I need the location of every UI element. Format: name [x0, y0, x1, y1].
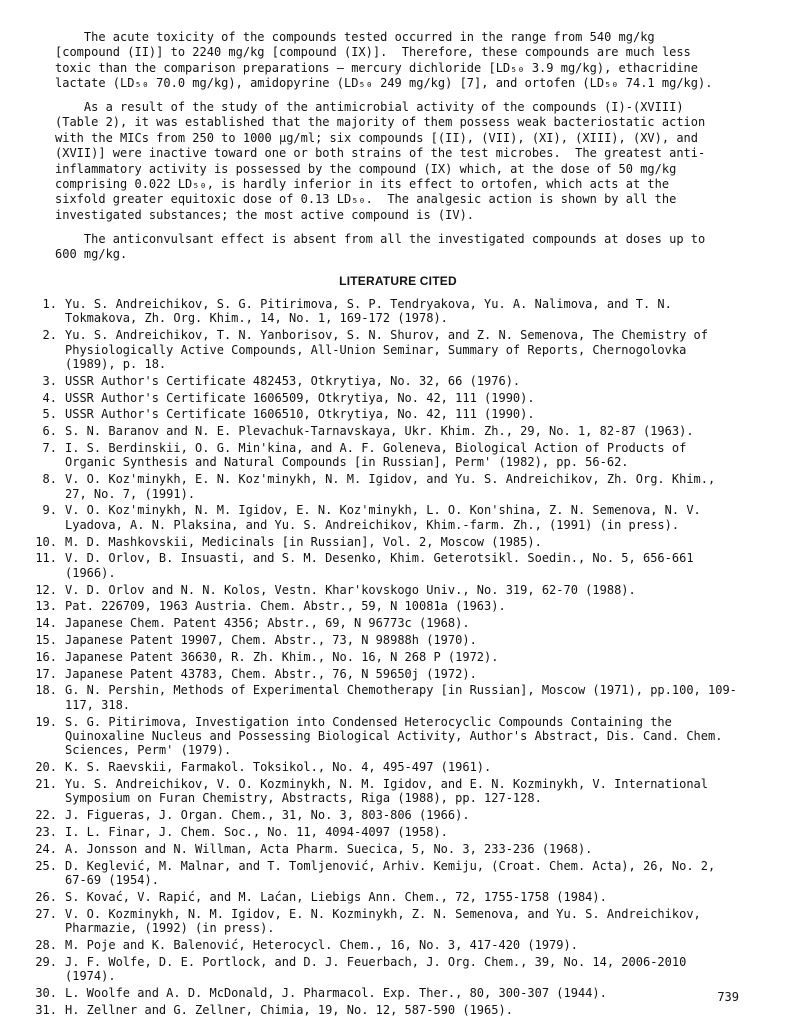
- reference-number: 26.: [35, 889, 57, 904]
- reference-number: 15.: [35, 633, 57, 647]
- reference-item: [27, 715, 737, 758]
- reference-number: 22.: [35, 808, 57, 823]
- reference-text: V. D. Orlov and N. N. Kolos, Vestn. Khar'kovskogo Univ., No. 319, 62-70 (1988).: [65, 582, 636, 597]
- reference-number: 11.: [35, 551, 57, 566]
- reference-item: [27, 424, 737, 438]
- page-number: 739: [717, 990, 739, 1004]
- reference-number: 29.: [35, 954, 57, 969]
- reference-item: [27, 760, 737, 774]
- reference-item: [27, 955, 737, 984]
- reference-number: 3.: [42, 373, 57, 388]
- reference-text: Japanese Patent 43783, Chem. Abstr., 76, N 59650j (1972).: [65, 666, 477, 681]
- reference-number: 28.: [35, 937, 57, 952]
- reference-text: S. Kovać, V. Rapić, and M. Laćan, Liebigs Ann. Chem., 72, 1755-1758 (1984).: [65, 889, 607, 904]
- reference-item: [27, 825, 737, 839]
- reference-item: [27, 535, 737, 549]
- reference-item: [27, 1003, 737, 1017]
- paragraph-anticonvulsant: The anticonvulsant effect is absent from all the investigated compounds at doses up to 600 mg/kg.: [55, 232, 713, 262]
- reference-text: Japanese Patent 19907, Chem. Abstr., 73, N 98988h (1970).: [65, 633, 477, 647]
- reference-number: 31.: [35, 1002, 57, 1017]
- reference-item: [27, 551, 737, 580]
- reference-item: [27, 583, 737, 597]
- reference-item: [27, 633, 737, 647]
- reference-number: 4.: [42, 390, 57, 405]
- reference-text: USSR Author's Certificate 1606509, Otkrytiya, No. 42, 111 (1990).: [65, 390, 535, 405]
- reference-text: S. G. Pitirimova, Investigation into Condensed Heterocyclic Compounds Containing the Quinoxaline Nucleus and Possessing Biological Activity, Author's Abstract, Dis. Cand. Chem. Sciences, Perm' (1979).: [65, 714, 730, 758]
- paragraph-antimicrobial: As a result of the study of the antimicrobial activity of the compounds (I)-(XVIII) (Table 2), it was established that the majority of them possess weak bacteriostatic action with the MICs from 250 to 1000 μg/ml; six compounds [(II), (VII), (XI), (XIII), (XV), and (XVII)] were inactive toward one or both strains of the test microbes. The greatest anti-inflammatory activity is possessed by the compound (IX) which, at the dose of 50 mg/kg comprising 0.022 LD₅₀, is hardly inferior in its effect to ortofen, which acts at the sixfold greater equitoxic dose of 0.13 LD₅₀. The analgesic action is shown by all the investigated substances; the most active compound is (IV).: [55, 100, 713, 222]
- reference-number: 19.: [35, 714, 57, 729]
- reference-item: [27, 616, 737, 630]
- reference-item: [27, 777, 737, 806]
- reference-text: A. Jonsson and N. Willman, Acta Pharm. Suecica, 5, No. 3, 233-236 (1968).: [65, 841, 593, 856]
- reference-text: S. N. Baranov and N. E. Plevachuk-Tarnavskaya, Ukr. Khim. Zh., 29, No. 1, 82-87 (1963).: [65, 424, 694, 439]
- reference-item: [27, 842, 737, 856]
- reference-text: Yu. S. Andreichikov, T. N. Yanborisov, S. N. Shurov, and Z. N. Semenova, The Chemistry of Physiologically Active Compounds, All-Union Seminar, Summary of Reports, Chernogolovka (1989), p. 18.: [65, 328, 716, 372]
- reference-item: [27, 938, 737, 952]
- reference-item: [27, 297, 737, 326]
- paragraph-toxicity: The acute toxicity of the compounds tested occurred in the range from 540 mg/kg [compound (II)] to 2240 mg/kg [compound (IX)]. Therefore, these compounds are much less toxic than the comparison preparations — mercury dichloride [LD₅₀ 3.9 mg/kg), ethacridine lactate (LD₅₀ 70.0 mg/kg), amidopyrine (LD₅₀ 249 mg/kg) [7], and ortofen (LD₅₀ 74.1 mg/kg).: [55, 30, 713, 91]
- reference-text: M. D. Mashkovskii, Medicinals [in Russian], Vol. 2, Moscow (1985).: [65, 534, 542, 549]
- reference-text: V. D. Orlov, B. Insuasti, and S. M. Desenko, Khim. Geterotsikl. Soedin., No. 5, 656-661 (1966).: [65, 551, 701, 580]
- reference-number: 1.: [42, 297, 57, 311]
- reference-number: 12.: [35, 582, 57, 597]
- reference-item: [27, 683, 737, 712]
- reference-number: 23.: [35, 825, 57, 839]
- reference-number: 5.: [42, 407, 57, 422]
- reference-item: [27, 808, 737, 822]
- reference-text: I. L. Finar, J. Chem. Soc., No. 11, 4094-4097 (1958).: [65, 825, 448, 839]
- reference-number: 24.: [35, 841, 57, 856]
- reference-text: V. O. Koz'minykh, N. M. Igidov, E. N. Koz'minykh, L. O. Kon'shina, Z. N. Semenova, N. V. Lyadova, A. N. Plaksina, and Yu. S. Andreichikov, Khim.-farm. Zh., (1991) (in press).: [65, 503, 708, 532]
- reference-item: [27, 407, 737, 421]
- reference-item: [27, 472, 737, 501]
- reference-number: 16.: [35, 649, 57, 664]
- reference-number: 8.: [42, 472, 57, 487]
- reference-item: [27, 859, 737, 888]
- reference-text: Pat. 226709, 1963 Austria. Chem. Abstr., 59, N 10081a (1963).: [65, 599, 506, 614]
- reference-number: 7.: [42, 441, 57, 455]
- reference-number: 17.: [35, 666, 57, 681]
- reference-number: 27.: [35, 906, 57, 921]
- reference-text: Japanese Patent 36630, R. Zh. Khim., No. 16, N 268 P (1972).: [65, 649, 499, 664]
- reference-item: [27, 650, 737, 664]
- reference-text: Yu. S. Andreichikov, V. O. Kozminykh, N. M. Igidov, and E. N. Kozminykh, V. International Symposium on Furan Chemistry, Abstracts, Riga (1988), pp. 127-128.: [65, 777, 716, 806]
- section-title-literature-cited: LITERATURE CITED: [339, 274, 457, 288]
- reference-item: [27, 391, 737, 405]
- reference-item: [27, 374, 737, 388]
- reference-text: Yu. S. Andreichikov, S. G. Pitirimova, S. P. Tendryakova, Yu. A. Nalimova, and T. N. Tokmakova, Zh. Org. Khim., 14, No. 1, 169-172 (1978).: [65, 297, 680, 326]
- reference-text: D. Keglević, M. Malnar, and T. Tomljenović, Arhiv. Kemiju, (Croat. Chem. Acta), 26, No. 2, 67-69 (1954).: [65, 858, 723, 887]
- reference-item: [27, 441, 737, 470]
- reference-number: 2.: [42, 328, 57, 343]
- reference-text: V. O. Koz'minykh, E. N. Koz'minykh, N. M. Igidov, and Yu. S. Andreichikov, Zh. Org. Khim., 27, No. 7, (1991).: [65, 472, 723, 501]
- reference-number: 30.: [35, 985, 57, 1000]
- reference-text: G. N. Pershin, Methods of Experimental Chemotherapy [in Russian], Moscow (1971), pp.100, 109-117, 318.: [65, 683, 737, 712]
- reference-number: 21.: [35, 777, 57, 791]
- reference-text: USSR Author's Certificate 482453, Otkrytiya, No. 32, 66 (1976).: [65, 373, 521, 388]
- reference-text: L. Woolfe and A. D. McDonald, J. Pharmacol. Exp. Ther., 80, 300-307 (1944).: [65, 985, 607, 1000]
- reference-number: 9.: [42, 503, 57, 518]
- reference-number: 14.: [35, 616, 57, 631]
- reference-item: [27, 667, 737, 681]
- reference-number: 6.: [42, 424, 57, 439]
- reference-number: 25.: [35, 858, 57, 873]
- reference-list: [27, 297, 737, 1019]
- reference-text: J. F. Wolfe, D. E. Portlock, and D. J. Feuerbach, J. Org. Chem., 39, No. 14, 2006-2010 (1974).: [65, 954, 694, 983]
- reference-text: J. Figueras, J. Organ. Chem., 31, No. 3, 803-806 (1966).: [65, 808, 470, 823]
- reference-text: H. Zellner and G. Zellner, Chimia, 19, No. 12, 587-590 (1965).: [65, 1002, 513, 1017]
- reference-item: [27, 986, 737, 1000]
- reference-text: Japanese Chem. Patent 4356; Abstr., 69, N 96773c (1968).: [65, 616, 470, 631]
- reference-text: V. O. Kozminykh, N. M. Igidov, E. N. Kozminykh, Z. N. Semenova, and Yu. S. Andreichikov, Pharmazie, (1992) (in press).: [65, 906, 708, 935]
- reference-item: [27, 599, 737, 613]
- reference-item: [27, 503, 737, 532]
- reference-text: USSR Author's Certificate 1606510, Otkrytiya, No. 42, 111 (1990).: [65, 407, 535, 422]
- reference-item: [27, 907, 737, 936]
- reference-number: 13.: [35, 599, 57, 614]
- reference-number: 18.: [35, 683, 57, 698]
- reference-number: 20.: [35, 760, 57, 775]
- reference-item: [27, 328, 737, 371]
- reference-text: K. S. Raevskii, Farmakol. Toksikol., No. 4, 495-497 (1961).: [65, 760, 492, 775]
- reference-number: 10.: [35, 534, 57, 549]
- reference-text: M. Poje and K. Balenović, Heterocycl. Chem., 16, No. 3, 417-420 (1979).: [65, 937, 578, 952]
- reference-item: [27, 890, 737, 904]
- reference-text: I. S. Berdinskii, O. G. Min'kina, and A. F. Goleneva, Biological Action of Products of Organic Synthesis and Natural Compounds [in Russian], Perm' (1982), pp. 56-62.: [65, 441, 694, 470]
